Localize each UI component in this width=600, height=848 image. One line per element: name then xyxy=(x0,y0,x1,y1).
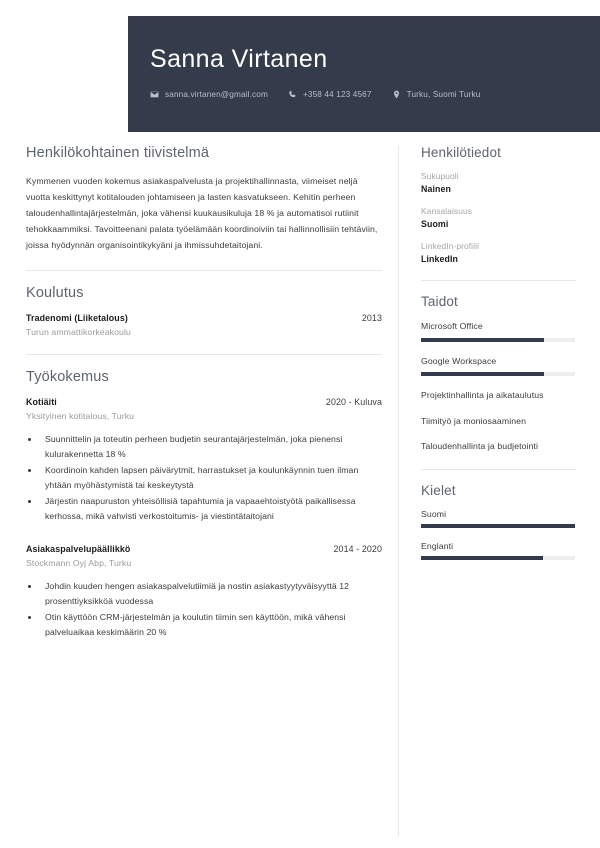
experience-date: 2014 - 2020 xyxy=(333,544,382,555)
education-heading: Koulutus xyxy=(26,285,84,302)
detail-value[interactable]: LinkedIn xyxy=(421,254,458,264)
location-pin-icon xyxy=(392,90,401,99)
contact-email-text: sanna.virtanen@gmail.com xyxy=(165,89,268,99)
experience-entry-head xyxy=(26,397,382,407)
experience-bullet-list xyxy=(40,432,382,524)
language-name: Suomi xyxy=(421,509,447,520)
education-entry xyxy=(26,313,382,337)
candidate-name: Sanna Virtanen xyxy=(150,45,328,73)
section-personal-details xyxy=(421,145,576,264)
language-name: Englanti xyxy=(421,541,454,552)
skill-name: Taloudenhallinta ja budjetointi xyxy=(421,441,539,452)
detail-label: Kansalaisuus xyxy=(421,206,473,216)
skill-name: Microsoft Office xyxy=(421,321,483,331)
detail-label: Sukupuoli xyxy=(421,171,459,181)
experience-entry xyxy=(26,544,382,640)
section-summary xyxy=(26,145,382,253)
section-divider xyxy=(26,354,382,355)
sidebar-divider xyxy=(421,469,576,470)
summary-heading: Henkilökohtainen tiivistelmä xyxy=(26,145,210,161)
section-experience xyxy=(26,369,382,640)
list-item: • Suunnittelin ja toteutin perheen budjetin seurantajärjestelmän, joka pienensi kulurakennetta 18 % xyxy=(40,432,382,462)
section-languages xyxy=(421,483,576,560)
experience-heading: Työkokemus xyxy=(26,369,109,386)
experience-job-title: Kotiäiti xyxy=(26,397,57,408)
contact-row xyxy=(150,90,600,99)
detail-gender xyxy=(421,171,576,194)
skills-heading: Taidot xyxy=(421,294,458,309)
detail-value: Nainen xyxy=(421,184,451,194)
experience-entry xyxy=(26,397,382,524)
skill-level-bar xyxy=(421,338,575,342)
education-date: 2013 xyxy=(361,313,382,324)
education-institution: Turun ammattikorkeakoulu xyxy=(26,327,131,338)
experience-date: 2020 - Kuluva xyxy=(325,397,382,408)
language-item xyxy=(421,509,576,528)
detail-label: LinkedIn-profiili xyxy=(421,241,480,251)
language-level-fill xyxy=(421,556,543,560)
skill-name: Google Workspace xyxy=(421,355,497,366)
education-entry-head xyxy=(26,313,382,323)
personal-details-heading: Henkilötiedot xyxy=(421,145,501,160)
experience-employer: Yksityinen kotitalous, Turku xyxy=(26,411,135,422)
column-divider xyxy=(398,146,399,836)
language-level-bar xyxy=(421,524,575,528)
detail-linkedin[interactable] xyxy=(421,241,576,264)
contact-location-text: Turku, Suomi Turku xyxy=(406,89,481,99)
language-item xyxy=(421,541,576,560)
section-education xyxy=(26,285,382,337)
skill-item xyxy=(421,389,576,402)
language-level-bar xyxy=(421,556,575,560)
section-skills xyxy=(421,294,576,453)
skill-name: Projektinhallinta ja aikataulutus xyxy=(421,390,544,401)
skill-item xyxy=(421,355,576,377)
contact-location[interactable] xyxy=(392,90,481,99)
contact-phone-text: +358 44 123 4567 xyxy=(302,89,372,99)
list-item: • Otin käyttöön CRM-järjestelmän ja koulutin tiimin sen käyttöön, mikä vähensi palveluaikaa keskimäärin 20 % xyxy=(40,610,382,640)
envelope-icon xyxy=(150,90,159,99)
entry-spacer xyxy=(26,526,382,544)
skill-item xyxy=(421,415,576,428)
skill-name: Tiimityö ja moniosaaminen xyxy=(421,415,527,426)
experience-bullet-list xyxy=(40,579,382,640)
main-column xyxy=(26,145,382,642)
section-divider xyxy=(26,270,382,271)
contact-email[interactable] xyxy=(150,90,268,99)
skill-level-fill xyxy=(421,372,544,376)
resume-header xyxy=(128,16,600,132)
summary-text: Kymmenen vuoden kokemus asiakaspalvelusta ja projektihallinnasta, viimeiset neljä vuotta keskittynyt kotitalouden johtamiseen ja lasten kasvatukseen. Kehitin perheen taloudenhallintajärjestelmän, joka vähensi kuukausikuluja 18 % ja automatisoi rutiinit tehokkaammiksi. Tavoitteenani palata työelämään koordinoiviin tai hallinnollisiin tehtäviin, joissa hyödynnän organisointikykyäni ja ihmissuhdetaitojani. xyxy=(26,176,378,251)
languages-heading: Kielet xyxy=(421,483,456,499)
experience-employer: Stockmann Oyj Abp, Turku xyxy=(26,558,132,569)
list-item: • Johdin kuuden hengen asiakaspalvelutiimiä ja nostin asiakastyytyväisyyttä 12 prosenttiyksikköä vuodessa xyxy=(40,579,382,609)
list-item: • Järjestin naapuruston yhteisöllisiä tapahtumia ja vapaaehtoistyötä paikallisessa kerhossa, mikä vahvisti verkostoitumis- ja viestintätaitojani xyxy=(40,494,382,524)
phone-icon xyxy=(288,90,297,99)
skill-level-bar xyxy=(421,372,575,376)
detail-nationality xyxy=(421,206,576,229)
education-degree: Tradenomi (Liiketalous) xyxy=(26,313,128,324)
skill-level-fill xyxy=(421,338,544,342)
sidebar-column xyxy=(421,145,576,573)
sidebar-divider xyxy=(421,280,576,281)
skill-item xyxy=(421,440,576,453)
experience-job-title: Asiakaspalvelupäällikkö xyxy=(26,544,131,555)
contact-phone[interactable] xyxy=(288,90,372,99)
experience-entry-head xyxy=(26,544,382,554)
skill-item xyxy=(421,320,576,342)
language-level-fill xyxy=(421,524,575,528)
detail-value: Suomi xyxy=(421,219,449,229)
list-item: • Koordinoin kahden lapsen päivärytmit, harrastukset ja koulunkäynnin tuen ilman yhtään myöhästymistä tai keskeytystä xyxy=(40,463,382,493)
